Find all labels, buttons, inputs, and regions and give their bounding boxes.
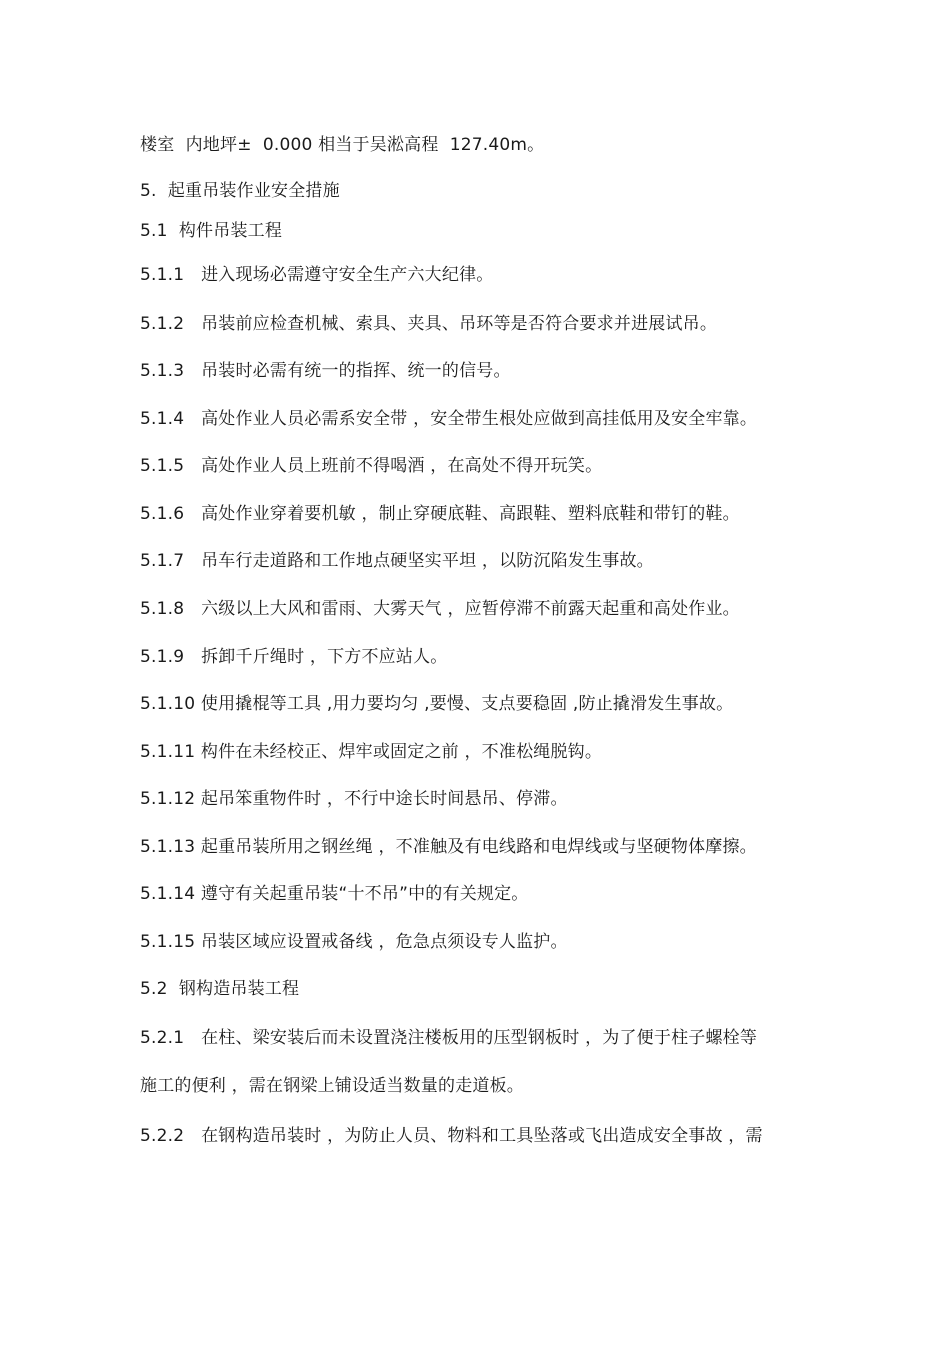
item-5-1-12: 5.1.12 起吊笨重物件时 ，不行中途长时间悬吊、停滞。 bbox=[140, 789, 568, 809]
item-5-1-1: 5.1.1 进入现场必需遵守安全生产六大纪律。 bbox=[140, 265, 494, 285]
item-5-1-13: 5.1.13 起重吊装所用之钢丝绳 ，不准触及有电线路和电焊线或与坚硬物体摩擦。 bbox=[140, 837, 757, 857]
item-5-1-10: 5.1.10 使用撬棍等工具 ,用力要均匀 ,要慢、支点要稳固 ,防止撬滑发生事故。 bbox=[140, 694, 734, 714]
item-5-1-4: 5.1.4 高处作业人员必需系安全带 ，安全带生根处应做到高挂低用及安全牢靠。 bbox=[140, 409, 758, 429]
item-5-1-8: 5.1.8 六级以上大风和雷雨、大雾天气 ，应暂停滞不前露天起重和高处作业。 bbox=[140, 599, 740, 619]
intro-paragraph: 楼室 内地坪± 0.000 相当于吴淞高程 127.40m。 bbox=[140, 135, 545, 155]
section-5-1-heading: 5.1 构件吊装工程 bbox=[140, 221, 283, 241]
item-5-2-1-line-1: 5.2.1 在柱、梁安装后而未设置浇注楼板用的压型钢板时 ，为了便于柱子螺栓等 bbox=[140, 1028, 758, 1048]
item-5-1-15: 5.1.15 吊装区域应设置戒备线 ，危急点须设专人监护。 bbox=[140, 932, 568, 952]
item-5-1-9: 5.1.9 拆卸千斤绳时 ，下方不应站人。 bbox=[140, 647, 448, 667]
item-5-2-1-line-2: 施工的便利 ，需在钢梁上铺设适当数量的走道板。 bbox=[140, 1076, 525, 1096]
item-5-1-2: 5.1.2 吊装前应检查机械、索具、夹具、吊环等是否符合要求并进展试吊。 bbox=[140, 314, 718, 334]
item-5-1-5: 5.1.5 高处作业人员上班前不得喝酒 ，在高处不得开玩笑。 bbox=[140, 456, 603, 476]
item-5-1-7: 5.1.7 吊车行走道路和工作地点硬坚实平坦 ，以防沉陷发生事故。 bbox=[140, 551, 654, 571]
item-5-1-11: 5.1.11 构件在未经校正、焊牢或固定之前 ，不准松绳脱钩。 bbox=[140, 742, 603, 762]
item-5-1-6: 5.1.6 高处作业穿着要机敏 ，制止穿硬底鞋、高跟鞋、塑料底鞋和带钉的鞋。 bbox=[140, 504, 740, 524]
item-5-1-3: 5.1.3 吊装时必需有统一的指挥、统一的信号。 bbox=[140, 361, 511, 381]
section-5-2-heading: 5.2 钢构造吊装工程 bbox=[140, 979, 300, 999]
section-5-heading: 5. 起重吊装作业安全措施 bbox=[140, 181, 340, 201]
item-5-1-14: 5.1.14 遵守有关起重吊装“十不吊”中的有关规定。 bbox=[140, 884, 529, 904]
item-5-2-2-line-1: 5.2.2 在钢构造吊装时 ，为防止人员、物料和工具坠落或飞出造成安全事故 ，需 bbox=[140, 1126, 763, 1146]
